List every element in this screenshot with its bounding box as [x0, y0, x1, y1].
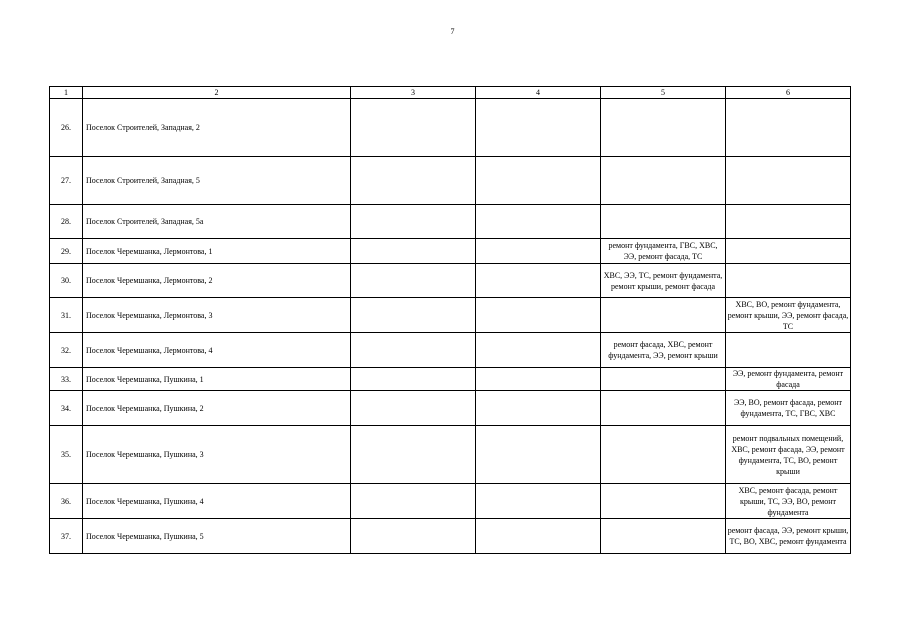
row-number: 27.: [50, 157, 83, 205]
column-header: 4: [476, 87, 601, 99]
cell-col4: [476, 426, 601, 484]
cell-col6: [726, 239, 851, 264]
row-number: 26.: [50, 99, 83, 157]
table-row: [50, 99, 851, 157]
cell-col5: [601, 99, 726, 157]
cell-col3: [351, 264, 476, 298]
table-row: [50, 426, 851, 484]
address-cell: Поселок Черемшанка, Пушкина, 4: [83, 484, 351, 519]
cell-col3: [351, 426, 476, 484]
column-header: 5: [601, 87, 726, 99]
row-number: 30.: [50, 264, 83, 298]
cell-col4: [476, 484, 601, 519]
cell-col5: [601, 519, 726, 554]
cell-col6: ХВС, ремонт фасада, ремонт крыши, ТС, ЭЭ, ВО, ремонт фундамента: [726, 484, 851, 519]
cell-col4: [476, 239, 601, 264]
cell-col3: [351, 519, 476, 554]
cell-col3: [351, 205, 476, 239]
row-number: 37.: [50, 519, 83, 554]
repair-table: [49, 86, 851, 554]
cell-col4: [476, 99, 601, 157]
cell-col5: [601, 368, 726, 391]
column-header: 1: [50, 87, 83, 99]
cell-col4: [476, 298, 601, 333]
row-number: 32.: [50, 333, 83, 368]
table-row: [50, 298, 851, 333]
table-row: [50, 157, 851, 205]
cell-col5: [601, 426, 726, 484]
row-number: 34.: [50, 391, 83, 426]
table-row: [50, 264, 851, 298]
cell-col5: [601, 157, 726, 205]
page-number: 7: [450, 27, 455, 36]
address-cell: Поселок Строителей, Западная, 2: [83, 99, 351, 157]
row-number: 33.: [50, 368, 83, 391]
cell-col4: [476, 519, 601, 554]
address-cell: Поселок Черемшанка, Пушкина, 2: [83, 391, 351, 426]
cell-col3: [351, 484, 476, 519]
cell-col4: [476, 205, 601, 239]
cell-col3: [351, 298, 476, 333]
cell-col6: ремонт фасада, ЭЭ, ремонт крыши, ТС, ВО, ХВС, ремонт фундамента: [726, 519, 851, 554]
cell-col6: [726, 333, 851, 368]
table-row: [50, 368, 851, 391]
cell-col4: [476, 333, 601, 368]
column-header: 2: [83, 87, 351, 99]
row-number: 36.: [50, 484, 83, 519]
address-cell: Поселок Черемшанка, Лермонтова, 3: [83, 298, 351, 333]
table-row: [50, 519, 851, 554]
address-cell: Поселок Черемшанка, Пушкина, 1: [83, 368, 351, 391]
table-row: [50, 484, 851, 519]
address-cell: Поселок Строителей, Западная, 5а: [83, 205, 351, 239]
row-number: 31.: [50, 298, 83, 333]
address-cell: Поселок Черемшанка, Лермонтова, 1: [83, 239, 351, 264]
cell-col5: [601, 391, 726, 426]
column-header: 3: [351, 87, 476, 99]
cell-col4: [476, 368, 601, 391]
cell-col4: [476, 157, 601, 205]
address-cell: Поселок Черемшанка, Лермонтова, 4: [83, 333, 351, 368]
cell-col4: [476, 264, 601, 298]
row-number: 29.: [50, 239, 83, 264]
table-row: [50, 333, 851, 368]
cell-col6: [726, 264, 851, 298]
address-cell: Поселок Черемшанка, Лермонтова, 2: [83, 264, 351, 298]
cell-col4: [476, 391, 601, 426]
table-row: [50, 205, 851, 239]
cell-col6: [726, 99, 851, 157]
table-row: [50, 391, 851, 426]
cell-col3: [351, 333, 476, 368]
cell-col5: [601, 205, 726, 239]
address-cell: Поселок Строителей, Западная, 5: [83, 157, 351, 205]
cell-col6: ЭЭ, ремонт фундамента, ремонт фасада: [726, 368, 851, 391]
row-number: 28.: [50, 205, 83, 239]
cell-col3: [351, 368, 476, 391]
address-cell: Поселок Черемшанка, Пушкина, 3: [83, 426, 351, 484]
cell-col6: [726, 205, 851, 239]
column-header: 6: [726, 87, 851, 99]
cell-col5: [601, 484, 726, 519]
cell-col6: ЭЭ, ВО, ремонт фасада, ремонт фундамента, ТС, ГВС, ХВС: [726, 391, 851, 426]
cell-col6: [726, 157, 851, 205]
cell-col6: ремонт подвальных помещений, ХВС, ремонт фасада, ЭЭ, ремонт фундамента, ТС, ВО, ремонт крыши: [726, 426, 851, 484]
row-number: 35.: [50, 426, 83, 484]
cell-col3: [351, 157, 476, 205]
cell-col3: [351, 391, 476, 426]
cell-col3: [351, 99, 476, 157]
address-cell: Поселок Черемшанка, Пушкина, 5: [83, 519, 351, 554]
cell-col3: [351, 239, 476, 264]
header-row: [50, 87, 851, 99]
cell-col5: ХВС, ЭЭ, ТС, ремонт фундамента, ремонт крыши, ремонт фасада: [601, 264, 726, 298]
cell-col5: [601, 298, 726, 333]
cell-col5: ремонт фасада, ХВС, ремонт фундамента, ЭЭ, ремонт крыши: [601, 333, 726, 368]
cell-col6: ХВС, ВО, ремонт фундамента, ремонт крыши, ЭЭ, ремонт фасада, ТС: [726, 298, 851, 333]
table-row: [50, 239, 851, 264]
cell-col5: ремонт фундамента, ГВС, ХВС, ЭЭ, ремонт фасада, ТС: [601, 239, 726, 264]
